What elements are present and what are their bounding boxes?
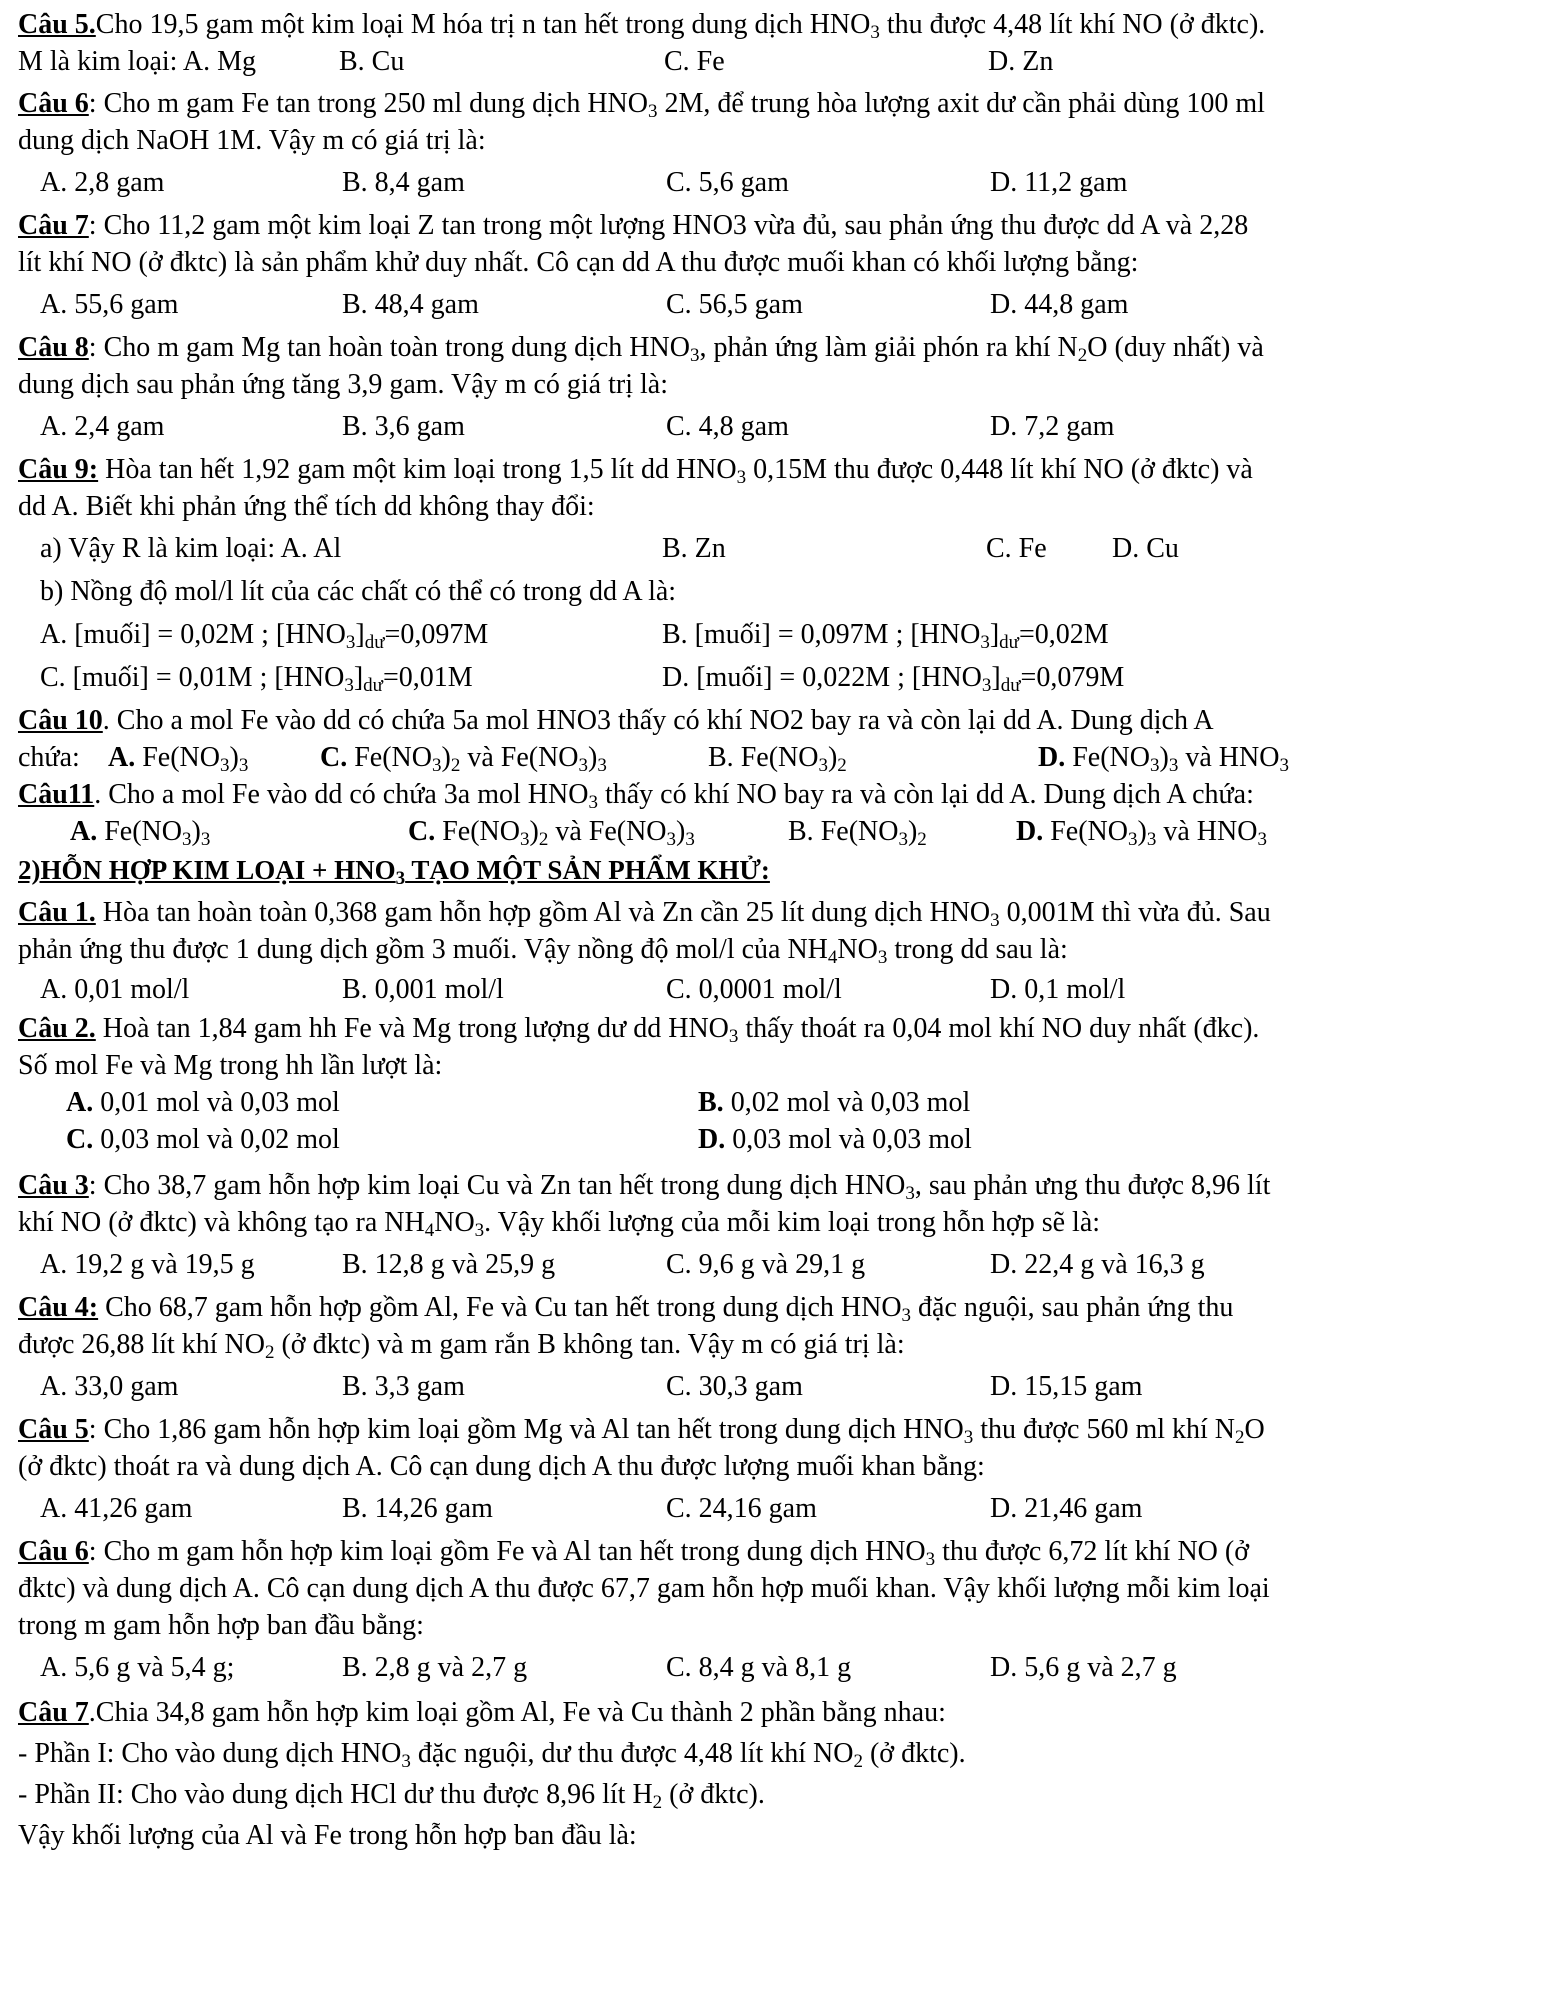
s2-question-7: Câu 7.Chia 34,8 gam hỗn hợp kim loại gồm Al, Fe và Cu thành 2 phần bằng nhau: - Phần I: Cho vào dung dịch $HNO_3$ đặc nguội, dư thu được 4,48 lít khí $NO_2$ (ở đktc). - Phần II: Cho vào dung dịch HCl dư thu được 8,96 lít $H_2$ (ở đktc). Vậy khối lượng của Al và Fe trong hỗn hợp ban đầu là: [18,1697,966,1851]
option-b: B. 14,26 gam [342,1493,493,1524]
question-label: Câu 10 [18,705,103,736]
option-c: C. 5,6 gam [666,167,789,198]
question-label: Câu11 [18,779,95,810]
option-b: B. 0,001 mol/l [342,974,504,1005]
answer-options [18,1368,1518,1406]
s2-question-1: Câu 1. Hòa tan hoàn toàn 0,368 gam hỗn hợp gồm Al và Zn cần 25 lít dung dịch $HNO_3$ 0,001M thì vừa đủ. Sau phản ứng thu được 1 dung dịch gồm 3 muối. Vậy nồng độ mol/l của $NH_4NO_3$ trong dd sau là: [18,897,1271,968]
option-d: D. 21,46 gam [990,1493,1143,1524]
option-c: C. 4,8 gam [666,411,789,442]
option-a: A. [muối] = 0,02M ; $[HNO_3]_{dư}=0,097M$ [40,619,489,653]
option-a: A. 0,01 mol/l [40,974,190,1005]
option-b: B. 0,02 mol và 0,03 mol [698,1087,971,1118]
part-b-options-row1 [18,616,1518,654]
answer-options [18,1246,1518,1284]
option-a: A. 33,0 gam [40,1371,179,1402]
question-label: Câu 5. [18,9,96,40]
option-d: D. 7,2 gam [990,411,1115,442]
answer-options [18,1649,1518,1687]
option-b: B. 3,3 gam [342,1371,465,1402]
option-c: C. 8,4 g và 8,1 g [666,1652,852,1683]
question-label: Câu 8 [18,332,89,363]
option-d: D. 0,1 mol/l [990,974,1126,1005]
part-b-options-row2 [18,659,1518,697]
option-b: B. 48,4 gam [342,289,479,320]
answer-options [18,1490,1518,1528]
question-label: Câu 6 [18,1536,89,1567]
option-b: B. 8,4 gam [342,167,465,198]
option-d: D. 0,03 mol và 0,03 mol [698,1124,972,1155]
option-a: A. 0,01 mol và 0,03 mol [66,1087,340,1118]
answer-options [18,973,1518,1007]
s2-question-4: Câu 4: Cho 68,7 gam hỗn hợp gồm Al, Fe và Cu tan hết trong dung dịch $HNO_3$ đặc nguội, sau phản ứng thu được 26,88 lít khí $NO_2$ (ở đktc) và m gam rắn B không tan. Vậy m có giá trị là: [18,1292,1234,1363]
option-c: C. 30,3 gam [666,1371,803,1402]
question-label: Câu 7 [18,210,89,241]
option-d: D. 5,6 g và 2,7 g [990,1652,1177,1683]
option-c: C. 24,16 gam [666,1493,817,1524]
section-heading: 2)HỖN HỢP KIM LOẠI + $HNO_3$ TẠO MỘT SẢN PHẨM KHỬ: [18,855,770,889]
worksheet-page [18,6,1518,1861]
option-c: C. 9,6 g và 29,1 g [666,1249,866,1280]
question-label: Câu 4: [18,1292,99,1323]
option-b: B. 2,8 g và 2,7 g [342,1652,528,1683]
option-d: D. [muối] = 0,022M ; $[HNO_3]_{dư}=0,079M$ [662,662,1125,696]
answer-options [18,408,1518,446]
question-label: Câu 1. [18,897,96,928]
part-b-prompt: b) Nồng độ mol/l lít của các chất có thể có trong dd A là: [40,576,677,607]
option-b: B. [muối] = 0,097M ; $[HNO_3]_{dư}=0,02M$ [662,619,1109,653]
option-c: C. 0,03 mol và 0,02 mol [66,1124,340,1155]
option-a: A. 2,8 gam [40,167,165,198]
option-d: D. 15,15 gam [990,1371,1143,1402]
part-a-options: a) Vậy R là kim loại: A. Al B. Zn C. Fe D. Cu [40,533,1179,564]
s2-question-2: Câu 2. Hoà tan 1,84 gam hh Fe và Mg trong lượng dư dd $HNO_3$ thấy thoát ra 0,04 mol khí NO duy nhất (đkc). Số mol Fe và Mg trong hh lần lượt là: [18,1013,1260,1081]
option-b: B. 12,8 g và 25,9 g [342,1249,556,1280]
question-11: Câu11. Cho a mol Fe vào dd có chứa 3a mol $HNO_3$ thấy có khí NO bay ra và còn lại dd A. Dung dịch A chứa: A. $Fe(NO_3)_3$ C. $Fe(NO_3)_2$ và $Fe(NO_3)_3$ B. $Fe(NO_3)_2$ D. $Fe(NO_3)_3$ và $HNO_3$ [18,779,1267,850]
option-d: D. 22,4 g và 16,3 g [990,1249,1205,1280]
option-a: A. 55,6 gam [40,289,179,320]
option-a: A. 19,2 g và 19,5 g [40,1249,255,1280]
question-9: Câu 9: Hòa tan hết 1,92 gam một kim loại trong 1,5 lít dd $HNO_3$ 0,15M thu được 0,448 lít khí NO (ở đktc) và dd A. Biết khi phản ứng thể tích dd không thay đổi: [18,454,1253,522]
option-c: C. 56,5 gam [666,289,803,320]
option-a: A. 2,4 gam [40,411,165,442]
question-label: Câu 3 [18,1170,89,1201]
option-a: A. 5,6 g và 5,4 g; [40,1652,235,1683]
s2-question-6: Câu 6: Cho m gam hỗn hợp kim loại gồm Fe và Al tan hết trong dung dịch $HNO_3$ thu được 6,72 lít khí NO (ở đktc) và dung dịch A. Cô cạn dung dịch A thu được 67,7 gam hỗn hợp muối khan. Vậy khối lượng mỗi kim loại trong m gam hỗn hợp ban đầu bằng: [18,1536,1270,1641]
question-label: Câu 6 [18,88,89,119]
option-a: A. 41,26 gam [40,1493,193,1524]
question-5: Câu 5.Cho 19,5 gam một kim loại M hóa trị n tan hết trong dung dịch $HNO_3$ thu được 4,48 lít khí NO (ở đktc). M là kim loại: A. Mg B. Cu C. Fe D. Zn [18,9,1266,77]
question-label: Câu 7 [18,1697,89,1728]
question-8: Câu 8: Cho m gam Mg tan hoàn toàn trong dung dịch $HNO_3$, phản ứng làm giải phón ra khí $N_2O$ (duy nhất) và dung dịch sau phản ứng tăng 3,9 gam. Vậy m có giá trị là: [18,332,1264,400]
option-d: D. 44,8 gam [990,289,1129,320]
s2-question-5: Câu 5: Cho 1,86 gam hỗn hợp kim loại gồm Mg và Al tan hết trong dung dịch $HNO_3$ thu được 560 ml khí $N_2O$ (ở đktc) thoát ra và dung dịch A. Cô cạn dung dịch A thu được lượng muối khan bằng: [18,1414,1265,1482]
question-label: Câu 9: [18,454,99,485]
answer-options [18,164,1518,202]
option-c: C. [muối] = 0,01M ; $[HNO_3]_{dư}=0,01M$ [40,662,473,696]
option-b: B. 3,6 gam [342,411,465,442]
question-label: Câu 2. [18,1013,96,1044]
question-label: Câu 5 [18,1414,89,1445]
option-d: D. 11,2 gam [990,167,1128,198]
answer-options [18,286,1518,324]
question-10: Câu 10. Cho a mol Fe vào dd có chứa 5a mol HNO3 thấy có khí NO2 bay ra và còn lại dd A. Dung dịch A chứa:A. $Fe(NO_3)_3$ C. $Fe(NO_3)_2$ và $Fe(NO_3)_3$ B. $Fe(NO_3)_2$ D. $Fe(NO_3)_3$ và $HNO_3$ [18,705,1289,776]
option-c: C. 0,0001 mol/l [666,974,842,1005]
answer-options [18,1123,1518,1157]
s2-question-3: Câu 3: Cho 38,7 gam hỗn hợp kim loại Cu và Zn tan hết trong dung dịch $HNO_3$, sau phản ưng thu được 8,96 lít khí NO (ở đktc) và không tạo ra $NH_4NO_3$. Vậy khối lượng của mỗi kim loại trong hỗn hợp sẽ là: [18,1170,1271,1241]
question-7: Câu 7: Cho 11,2 gam một kim loại Z tan trong một lượng HNO3 vừa đủ, sau phản ứng thu được dd A và 2,28 lít khí NO (ở đktc) là sản phẩm khử duy nhất. Cô cạn dd A thu được muối khan có khối lượng bằng: [18,210,1249,278]
answer-options [18,1086,1518,1120]
question-6: Câu 6: Cho m gam Fe tan trong 250 ml dung dịch $HNO_3$ 2M, để trung hòa lượng axit dư cần phải dùng 100 ml dung dịch NaOH 1M. Vậy m có giá trị là: [18,88,1265,156]
